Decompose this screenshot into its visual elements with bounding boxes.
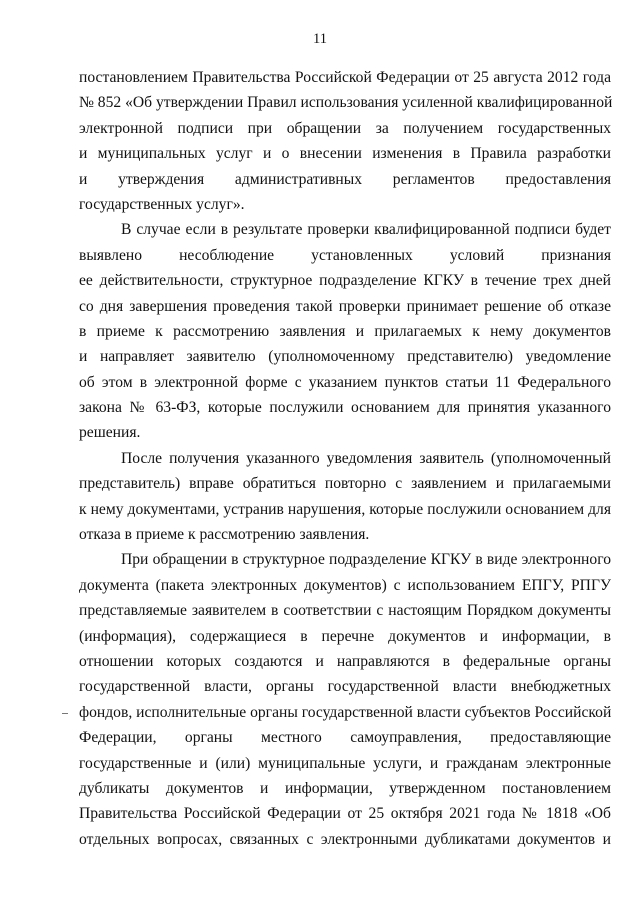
- text-line: и муниципальных услуг и о внесении изменения в Правила разработки: [79, 145, 611, 163]
- paragraph: [79, 65, 611, 217]
- text-line: При обращении в структурное подразделение КГКУ в виде электронного: [121, 551, 611, 569]
- text-line: представитель) вправе обратиться повторно с заявлением и прилагаемыми: [79, 475, 611, 493]
- paragraph: [79, 446, 611, 548]
- text-line: к нему документами, устранив нарушения, которые послужили основанием для: [79, 500, 611, 518]
- text-line: выявлено несоблюдение установленных условий признания: [79, 246, 611, 264]
- text-line: Федерации, органы местного самоуправления, предоставляющие: [79, 729, 611, 747]
- text-line: После получения указанного уведомления заявитель (уполномоченный: [121, 449, 611, 467]
- text-line: отказа в приеме к рассмотрению заявления.: [79, 526, 370, 544]
- text-line: государственной власти, органы государственной власти внебюджетных: [79, 678, 611, 696]
- text-line: постановлением Правительства Российской Федерации от 25 августа 2012 года: [79, 69, 611, 86]
- text-line: документа (пакета электронных документов) с использованием ЕПГУ, РПГУ: [79, 576, 611, 594]
- text-line: В случае если в результате проверки квалифицированной подписи будет: [121, 221, 611, 239]
- text-line: и направляет заявителю (уполномоченному представителю) уведомление: [79, 348, 611, 366]
- text-line: государственных услуг».: [79, 195, 245, 213]
- text-line: об этом в электронной форме с указанием пунктов статьи 11 Федерального: [79, 373, 611, 391]
- document-body: [79, 65, 611, 852]
- text-line: и утверждения административных регламентов предоставления: [79, 170, 611, 188]
- text-line: со дня завершения проведения такой проверки принимает решение об отказе: [79, 297, 611, 315]
- paragraph: [79, 547, 611, 852]
- text-line: представляемые заявителем в соответствии с настоящим Порядком документы: [79, 602, 611, 620]
- margin-mark: [62, 713, 68, 714]
- text-line: электронной подписи при обращении за получением государственных: [79, 119, 611, 137]
- text-line: (информация), содержащиеся в перечне документов и информации, в: [79, 627, 611, 645]
- text-line: № 852 «Об утверждении Правил использования усиленной квалифицированной: [79, 94, 613, 112]
- text-line: дубликаты документов и информации, утвержденном постановлением: [79, 779, 611, 797]
- text-line: ее действительности, структурное подразделение КГКУ в течение трех дней: [79, 272, 611, 290]
- text-line: закона № 63-ФЗ, которые послужили основанием для принятия указанного: [79, 399, 611, 417]
- paragraph: [79, 217, 611, 446]
- text-line: фондов, исполнительные органы государственной власти субъектов Российской: [79, 703, 612, 721]
- text-line: государственные и (или) муниципальные услуги, и гражданам электронные: [79, 754, 611, 772]
- text-line: решения.: [79, 424, 141, 442]
- text-line: отдельных вопросах, связанных с электронными дубликатами документов и: [79, 830, 611, 848]
- page-number: 11: [313, 31, 327, 47]
- text-line: в приеме к рассмотрению заявления и прилагаемых к нему документов: [79, 322, 611, 340]
- text-line: Правительства Российской Федерации от 25 октября 2021 года № 1818 «Об: [79, 805, 611, 823]
- text-line: отношении которых создаются и направляются в федеральные органы: [79, 652, 611, 670]
